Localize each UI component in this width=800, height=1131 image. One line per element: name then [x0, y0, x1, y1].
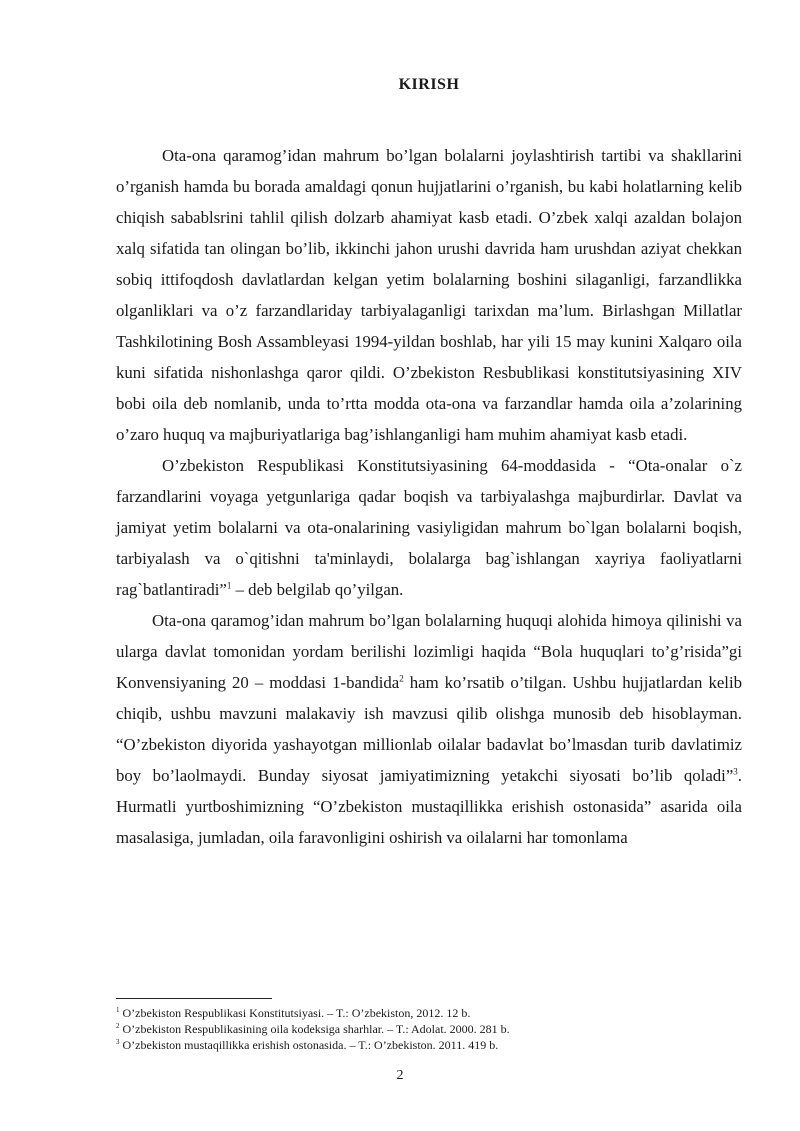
footnote-text: O’zbekiston Respublikasi Konstitutsiyasi. – T.: O’zbekiston, 2012. 12 b.: [122, 1006, 471, 1020]
footnote-ref-3[interactable]: 3: [733, 766, 738, 777]
footnotes: [116, 1005, 742, 1053]
footnote-3: [116, 1037, 742, 1053]
paragraph-3-text-a: Ota-ona qaramog’idan mahrum bo’lgan bolalarning huquqi alohida himoya qilinishi va ularga davlat tomonidan yordam berilishi lozimligi haqida “Bola huquqlari to’g’risida”gi Konvensiyaning 20 – moddasi 1-bandida: [116, 611, 742, 692]
paragraph-2-text: O’zbekiston Respublikasi Konstitutsiyasining 64-moddasida - “Ota-onalar o`z farzandlarini voyaga yetgunlariga qadar boqish va tarbiyalashga majburdirlar. Davlat va jamiyat yetim bolalarni va ota-onalarining vasiyligidan mahrum bo`lgan bolalarni boqish, tarbiyalash va o`qitishni ta'minlaydi, bolalarga bag`ishlangan xayriya faoliyatlarni rag`batlantiradi”: [116, 456, 742, 599]
paragraph-2-tail: – deb belgilab qo’yilgan.: [231, 580, 404, 599]
paragraph-2: [116, 450, 742, 605]
paragraph-3-text-b: ham ko’rsatib o’tilgan. Ushbu hujjatlardan kelib chiqib, ushbu mavzuni malakaviy ish mavzusi qilib olishga munosib deb hisoblayman. “O’zbekiston diyorida yashayotgan millionlab oilalar badavlat bo’lmasdan turib davlatimiz boy bo’laolmaydi. Bunday siyosat jamiyatimizning yetakchi siyosati bo’lib qoladi”: [116, 673, 742, 785]
body-text: [116, 140, 742, 853]
footnote-ref-2[interactable]: 2: [399, 673, 404, 684]
document-page: [116, 0, 742, 1131]
page-number: 2: [396, 1068, 404, 1083]
footnote-text: O’zbekiston Respublikasining oila kodeksiga sharhlar. – T.: Adolat. 2000. 281 b.: [122, 1022, 510, 1036]
paragraph-3: [116, 605, 742, 853]
footnote-mark: 2: [116, 1022, 120, 1030]
footnote-separator: [116, 998, 272, 999]
footnote-ref-1[interactable]: 1: [226, 580, 232, 591]
footnote-2: [116, 1021, 742, 1037]
page-title: KIRISH: [398, 76, 460, 93]
footnote-mark: 3: [116, 1038, 120, 1046]
footnote-1: [116, 1005, 742, 1021]
footnote-text: O’zbekiston mustaqillikka erishish ostonasida. – T.: O’zbekiston. 2011. 419 b.: [122, 1038, 499, 1052]
paragraph-1: Ota-ona qaramog’idan mahrum bo’lgan bolalarni joylashtirish tartibi va shakllarini o’rganish hamda bu borada amaldagi qonun hujjatlarini o’rganish, bu kabi holatlarning kelib chiqish sabablsrini tahlil qilish dolzarb ahamiyat kasb etadi. O’zbek xalqi azaldan bolajon xalq sifatida tan olingan bo’lib, ikkinchi jahon urushi davrida ham urushdan aziyat chekkan sobiq ittifoqdosh davlatlardan kelgan yetim bolalarning boshini silaganligi, farzandlikka olganliklari va o’z farzandlariday tarbiyalaganligi tarixdan ma’lum. Birlashgan Millatlar Tashkilotining Bosh Assambleyasi 1994-yildan boshlab, har yili 15 may kunini Xalqaro oila kuni sifatida nishonlashga qaror qildi. O’zbekiston Resbublikasi konstitutsiyasining XIV bobi oila deb nomlanib, unda to’rtta modda ota-ona va farzandlar hamda oila a’zolarining o’zaro huquq va majburiyatlariga bag’ishlanganligi ham muhim ahamiyat kasb etadi.: [116, 146, 742, 444]
footnote-mark: 1: [116, 1006, 120, 1014]
paragraph-3-text-c: . Hurmatli yurtboshimizning “O’zbekiston mustaqillikka erishish ostonasida” asarida oila masalasiga, jumladan, oila faravonligini oshirish va oilalarni har tomonlama: [116, 766, 742, 847]
